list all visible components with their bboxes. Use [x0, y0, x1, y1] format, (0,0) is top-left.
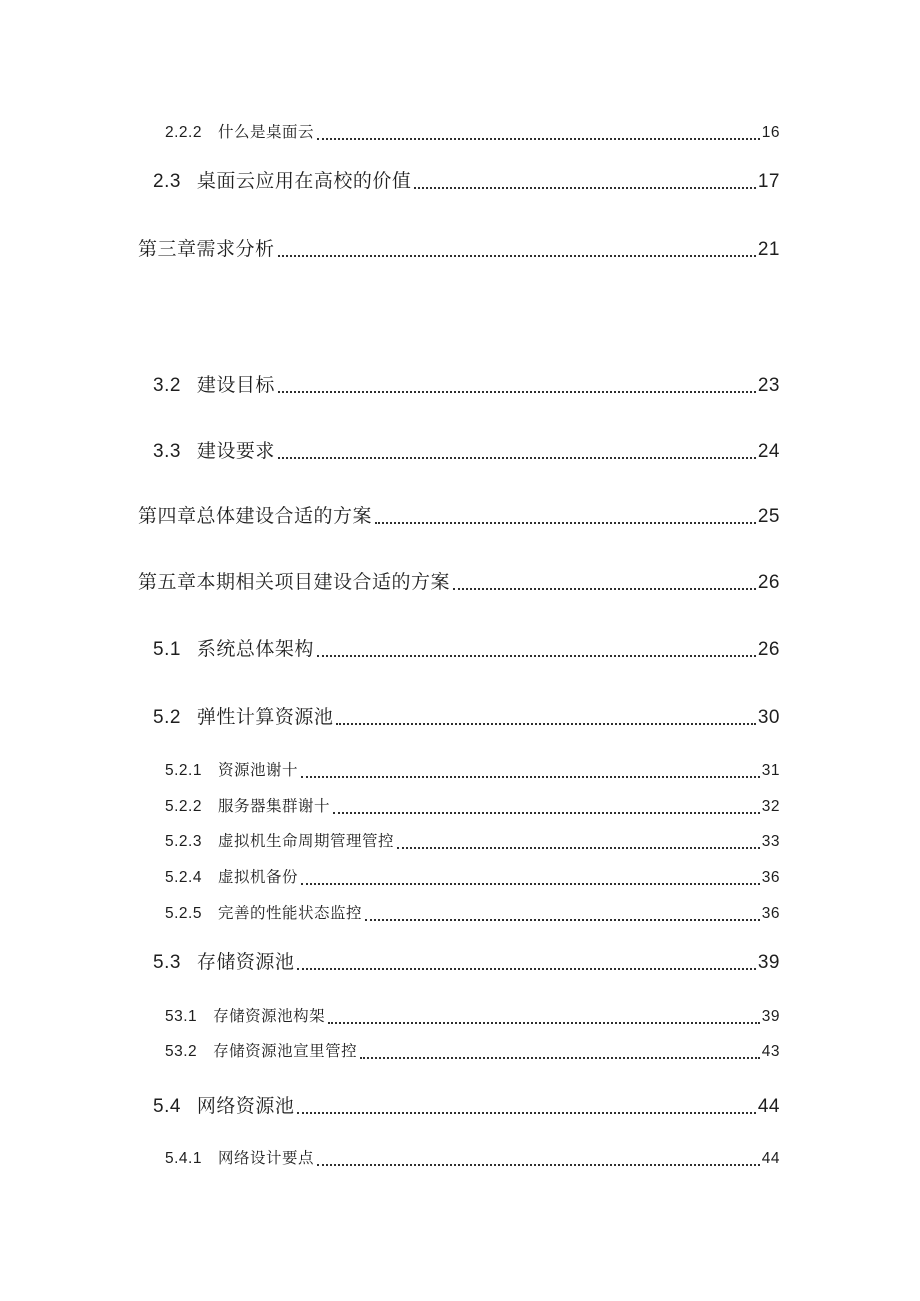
- toc-entry-page: 43: [761, 1043, 780, 1060]
- toc-entry-number: 53.1: [165, 1008, 198, 1025]
- dot-leader: [317, 655, 756, 657]
- toc-entry-title: 第三章需求分析: [138, 239, 275, 260]
- dot-leader: [317, 1164, 760, 1166]
- toc-entry[interactable]: [165, 120, 780, 146]
- toc-entry[interactable]: [153, 637, 780, 663]
- toc-entry[interactable]: [165, 794, 780, 820]
- dot-leader: [301, 776, 760, 778]
- toc-entry[interactable]: [153, 373, 780, 399]
- toc-entry-page: 39: [761, 1008, 780, 1025]
- dot-leader: [414, 187, 755, 189]
- toc-entry-number: 5.2.1: [165, 762, 202, 779]
- toc-entry-page: 24: [757, 441, 780, 462]
- dot-leader: [278, 457, 756, 459]
- toc-entry[interactable]: [153, 439, 780, 465]
- toc-entry[interactable]: [138, 237, 780, 263]
- dot-leader: [336, 723, 755, 725]
- toc-entry-title: 存储资源池宣里管控: [213, 1043, 358, 1060]
- toc-entry-page: 44: [761, 1150, 780, 1167]
- toc-entry[interactable]: [165, 865, 780, 891]
- toc-entry-number: 5.4.1: [165, 1150, 202, 1167]
- toc-entry-title: 桌面云应用在高校的价值: [196, 171, 412, 192]
- dot-leader: [278, 391, 756, 393]
- dot-leader: [453, 588, 756, 590]
- toc-entry[interactable]: [165, 1004, 780, 1030]
- toc-entry[interactable]: [138, 570, 780, 596]
- toc-entry-page: 25: [757, 506, 780, 527]
- toc-entry[interactable]: [165, 829, 780, 855]
- dot-leader: [328, 1022, 760, 1024]
- toc-entry-page: 23: [757, 375, 780, 396]
- toc-entry[interactable]: [165, 758, 780, 784]
- toc-entry[interactable]: [153, 950, 780, 976]
- toc-entry-number: 5.2.2: [165, 798, 202, 815]
- toc-entry-number: 2.2.2: [165, 124, 202, 141]
- toc-entry-title: 存储资源池构架: [213, 1008, 326, 1025]
- toc-entry-page: 17: [757, 171, 780, 192]
- toc-entry-title: 资源池谢十: [217, 762, 298, 779]
- dot-leader: [360, 1057, 760, 1059]
- toc-entry-page: 26: [757, 639, 780, 660]
- toc-entry[interactable]: [165, 1146, 780, 1172]
- toc-entry-title: 虚拟机备份: [217, 869, 298, 886]
- toc-entry-number: 5.2: [153, 707, 181, 728]
- toc-entry-number: 5.2.3: [165, 833, 202, 850]
- toc-entry-number: 5.3: [153, 952, 181, 973]
- toc-entry-title: 服务器集群谢十: [217, 798, 330, 815]
- toc-entry-title: 虚拟机生命周期管理管控: [217, 833, 394, 850]
- toc-entry-page: 36: [761, 869, 780, 886]
- dot-leader: [333, 812, 760, 814]
- toc-entry-title: 第四章总体建设合适的方案: [138, 506, 373, 527]
- toc-entry-title: 系统总体架构: [196, 639, 314, 660]
- toc-entry-page: 36: [761, 905, 780, 922]
- toc-entry-number: 2.3: [153, 171, 181, 192]
- dot-leader: [297, 968, 755, 970]
- toc-entry-title: 网络设计要点: [217, 1150, 314, 1167]
- toc-entry-number: 5.2.5: [165, 905, 202, 922]
- toc-entry-page: 44: [757, 1096, 780, 1117]
- toc-entry-title: 网络资源池: [196, 1096, 295, 1117]
- toc-entry-title: 第五章本期相关项目建设合适的方案: [138, 572, 451, 593]
- toc-entry-number: 3.3: [153, 441, 181, 462]
- toc-entry-page: 32: [761, 798, 780, 815]
- toc-entry-title: 存储资源池: [196, 952, 295, 973]
- dot-leader: [297, 1112, 755, 1114]
- toc-entry[interactable]: [153, 705, 780, 731]
- toc-entry-page: 26: [757, 572, 780, 593]
- dot-leader: [375, 522, 756, 524]
- toc-entry[interactable]: [153, 169, 780, 195]
- toc-entry-page: 30: [757, 707, 780, 728]
- dot-leader: [301, 883, 760, 885]
- toc-entry-number: 5.4: [153, 1096, 181, 1117]
- toc-entry-number: 5.1: [153, 639, 181, 660]
- toc-entry-title: 建设要求: [196, 441, 275, 462]
- toc-entry-page: 39: [757, 952, 780, 973]
- toc-entry[interactable]: [165, 901, 780, 927]
- dot-leader: [365, 919, 760, 921]
- toc-entry-number: 3.2: [153, 375, 181, 396]
- toc-entry-number: 5.2.4: [165, 869, 202, 886]
- toc-entry-page: 16: [761, 124, 780, 141]
- toc-entry-title: 完善的性能状态监控: [217, 905, 362, 922]
- toc-entry-title: 建设目标: [196, 375, 275, 396]
- toc-entry-page: 33: [761, 833, 780, 850]
- toc-entry[interactable]: [153, 1094, 780, 1120]
- toc-entry-page: 31: [761, 762, 780, 779]
- toc-entry[interactable]: [165, 1039, 780, 1065]
- dot-leader: [278, 255, 756, 257]
- toc-entry-page: 21: [757, 239, 780, 260]
- toc-entry-number: 53.2: [165, 1043, 198, 1060]
- toc-entry-title: 什么是桌面云: [217, 124, 314, 141]
- dot-leader: [317, 138, 760, 140]
- toc-entry[interactable]: [138, 504, 780, 530]
- dot-leader: [397, 847, 760, 849]
- toc-entry-title: 弹性计算资源池: [196, 707, 334, 728]
